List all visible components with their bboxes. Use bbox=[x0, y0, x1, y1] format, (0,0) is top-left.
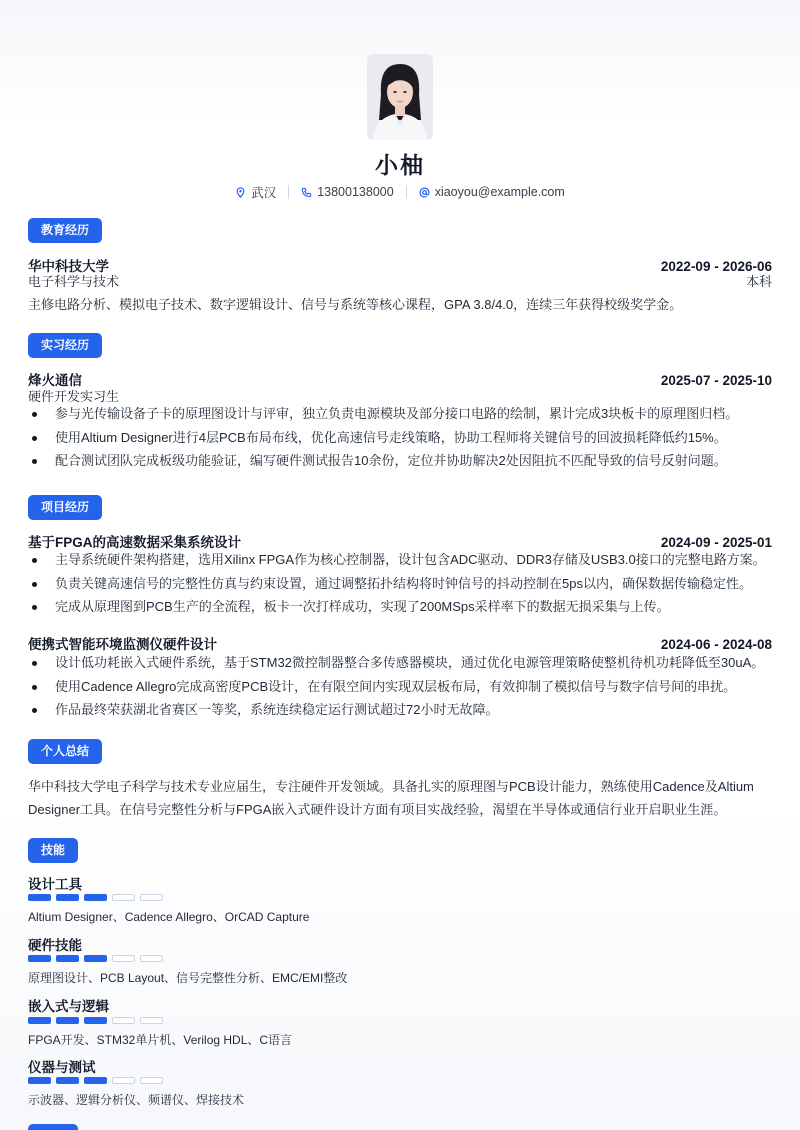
skill-level-segment bbox=[28, 1077, 51, 1084]
skill-category: 设计工具 bbox=[28, 877, 82, 892]
internship-bullets bbox=[28, 404, 772, 475]
job-role: 硬件开发实习生 bbox=[28, 389, 120, 404]
school-name: 华中科技大学 bbox=[28, 259, 109, 274]
skill-level-segment bbox=[84, 894, 107, 901]
at-sign-icon bbox=[419, 187, 430, 198]
section-tag-education: 教育经历 bbox=[28, 218, 102, 243]
education-dates: 2022-09 - 2026-06 bbox=[660, 259, 772, 274]
location-text: 武汉 bbox=[251, 186, 277, 200]
internship-role-row bbox=[28, 386, 772, 405]
skill-level-segment bbox=[28, 894, 51, 901]
education-description: 主修电路分析、模拟电子技术、数字逻辑设计、信号与系统等核心课程，GPA 3.8/4.0，连续三年获得校级奖学金。 bbox=[28, 297, 683, 312]
skill-level-segment bbox=[28, 955, 51, 962]
skill-level-bar bbox=[28, 1017, 163, 1024]
contact-phone bbox=[301, 185, 393, 199]
skill-level-segment bbox=[56, 1017, 79, 1024]
location-pin-icon bbox=[235, 187, 246, 198]
skill-level-segment bbox=[140, 1077, 163, 1084]
summary-line: Designer工具。在信号完整性分析与FPGA嵌入式硬件设计方面有项目实战经验，渴望在半导体或通信行业开启职业生涯。 bbox=[28, 802, 727, 817]
list-item: 使用Cadence Allegro完成高密度PCB设计，在有限空间内实现双层板布局，有效抑制了模拟信号与数字信号间的串扰。 bbox=[28, 677, 772, 701]
summary-line: 华中科技大学电子科学与技术专业应届生，专注硬件开发领域。具备扎实的原理图与PCB设计能力，熟练使用Cadence及Altium bbox=[28, 779, 754, 794]
skill-level-segment bbox=[56, 1077, 79, 1084]
skill-level-segment bbox=[56, 894, 79, 901]
skill-level-bar bbox=[28, 955, 163, 962]
contact-info bbox=[0, 183, 800, 201]
skill-level-segment bbox=[112, 894, 135, 901]
list-item: 作品最终荣获湖北省赛区一等奖，系统连续稳定运行测试超过72小时无故障。 bbox=[28, 700, 772, 724]
project-header bbox=[28, 633, 772, 653]
contact-email[interactable] bbox=[419, 185, 565, 199]
list-item: 主导系统硬件架构搭建，选用Xilinx FPGA作为核心控制器，设计包含ADC驱动、DDR3存储及USB3.0接口的完整电路方案。 bbox=[28, 550, 772, 574]
email-text[interactable]: xiaoyou@example.com bbox=[434, 185, 565, 199]
skill-category: 仪器与测试 bbox=[28, 1060, 96, 1075]
section-tag-next bbox=[28, 1124, 78, 1130]
major: 电子科学与技术 bbox=[28, 274, 120, 289]
skill-level-segment bbox=[28, 1017, 51, 1024]
skill-description: 原理图设计、PCB Layout、信号完整性分析、EMC/EMI整改 bbox=[28, 971, 348, 985]
skill-level-segment bbox=[84, 955, 107, 962]
skill-level-segment bbox=[84, 1017, 107, 1024]
skill-level-segment bbox=[112, 955, 135, 962]
project-name: 便携式智能环境监测仪硬件设计 bbox=[28, 637, 217, 652]
company-name: 烽火通信 bbox=[28, 373, 82, 388]
project-dates: 2024-09 - 2025-01 bbox=[660, 535, 772, 550]
skill-level-bar bbox=[28, 1077, 163, 1084]
project-dates: 2024-06 - 2024-08 bbox=[660, 637, 772, 652]
skill-category: 硬件技能 bbox=[28, 938, 82, 953]
list-item: 完成从原理图到PCB生产的全流程，板卡一次打样成功，实现了200MSps采样率下的数据无损采集与上传。 bbox=[28, 597, 772, 621]
list-item: 参与光传输设备子卡的原理图设计与评审，独立负责电源模块及部分接口电路的绘制，累计完成3块板卡的原理图归档。 bbox=[28, 404, 772, 428]
list-item: 使用Altium Designer进行4层PCB布局布线，优化高速信号走线策略，协助工程师将关键信号的回波损耗降低约15%。 bbox=[28, 428, 772, 452]
divider bbox=[406, 185, 407, 199]
candidate-name: 小柚 bbox=[375, 152, 425, 178]
section-tag-projects: 项目经历 bbox=[28, 495, 102, 520]
section-tag-internship: 实习经历 bbox=[28, 333, 102, 358]
skill-level-segment bbox=[56, 955, 79, 962]
list-item: 负责关键高速信号的完整性仿真与约束设置，通过调整拓扑结构将时钟信号的抖动控制在5ps以内，确保数据传输稳定性。 bbox=[28, 574, 772, 598]
project-header bbox=[28, 531, 772, 551]
education-subheader bbox=[28, 271, 772, 290]
section-tag-summary: 个人总结 bbox=[28, 739, 102, 764]
divider bbox=[288, 185, 289, 199]
list-item: 配合测试团队完成板级功能验证，编写硬件测试报告10余份，定位并协助解决2处因阻抗不匹配导致的信号反射问题。 bbox=[28, 451, 772, 475]
skill-level-bar bbox=[28, 894, 163, 901]
profile-photo bbox=[367, 54, 433, 140]
section-tag-skills: 技能 bbox=[28, 838, 78, 863]
skill-description: Altium Designer、Cadence Allegro、OrCAD Capture bbox=[28, 910, 310, 924]
skill-level-segment bbox=[140, 1017, 163, 1024]
list-item: 设计低功耗嵌入式硬件系统，基于STM32微控制器整合多传感器模块，通过优化电源管理策略使整机待机功耗降低至30uA。 bbox=[28, 653, 772, 677]
project-bullets bbox=[28, 550, 772, 621]
internship-dates: 2025-07 - 2025-10 bbox=[660, 373, 772, 388]
skill-description: FPGA开发、STM32单片机、Verilog HDL、C语言 bbox=[28, 1033, 293, 1047]
skill-level-segment bbox=[140, 955, 163, 962]
project-name: 基于FPGA的高速数据采集系统设计 bbox=[28, 535, 242, 550]
project-bullets bbox=[28, 653, 772, 724]
phone-text: 13800138000 bbox=[317, 185, 394, 199]
skill-category: 嵌入式与逻辑 bbox=[28, 999, 109, 1014]
skill-level-segment bbox=[112, 1017, 135, 1024]
skill-description: 示波器、逻辑分析仪、频谱仪、焊接技术 bbox=[28, 1093, 245, 1107]
skill-level-segment bbox=[84, 1077, 107, 1084]
degree: 本科 bbox=[745, 274, 772, 289]
contact-location bbox=[235, 183, 276, 201]
phone-icon bbox=[301, 187, 312, 198]
skill-level-segment bbox=[112, 1077, 135, 1084]
skill-level-segment bbox=[140, 894, 163, 901]
